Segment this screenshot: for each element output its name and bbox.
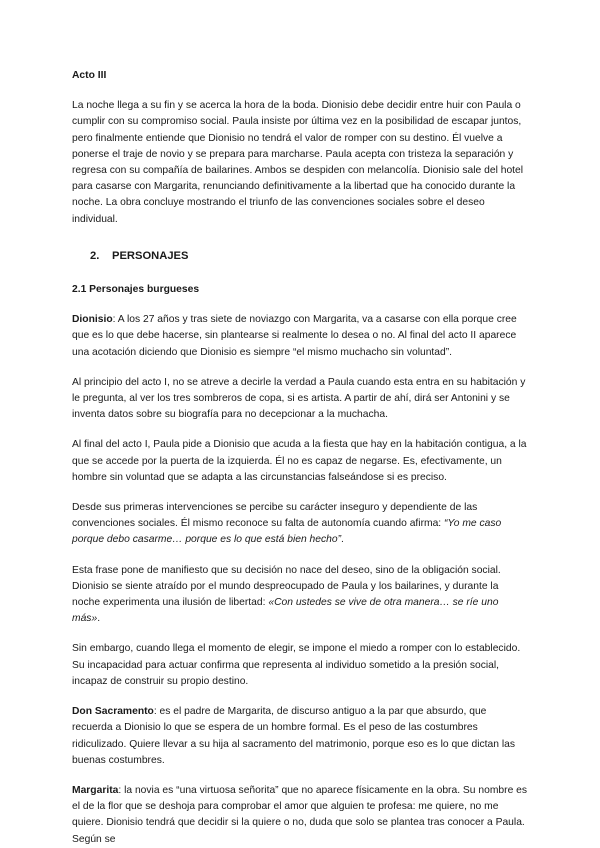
act-heading: Acto III	[72, 70, 107, 81]
paragraph-dionisio-5: Esta frase pone de manifiesto que su decisión no nace del deseo, sino de la obligación social. Dionisio se siente atraído por el mundo despreocupado de Paula y los bailarines, y durante la noche experimenta una ilusión de libertad: «Con ustedes se vive de otra manera… se ríe uno más».	[72, 564, 501, 625]
paragraph-dionisio-2: Al principio del acto I, no se atreve a decirle la verdad a Paula cuando esta entra en su habitación y le pregunta, al ver los tres sombreros de copa, si es artista. A partir de ahí, dirá ser Antonini y se inventa datos sobre su biografía para no decepcionar a la muchacha.	[72, 376, 526, 421]
paragraph-dionisio-1: Dionisio: A los 27 años y tras siete de noviazgo con Margarita, va a casarse con ella porque cree que es lo que debe hacerse, sin plantearse si realmente lo desea o no. Al final del acto II aparece una acotación diciendo que Dionisio es siempre “el mismo muchacho sin voluntad”.	[72, 314, 517, 358]
character-name: Margarita	[72, 784, 119, 796]
paragraph-dionisio-6: Sin embargo, cuando llega el momento de elegir, se impone el miedo a romper con lo establecido. Su incapacidad para actuar confirma que representa al individuo sometido a la presión social, incapaz de construir su propio destino.	[72, 643, 521, 687]
quote: «Con ustedes se vive de otra manera… se ríe uno más»	[72, 597, 499, 625]
section-heading	[72, 248, 528, 264]
character-name: Don Sacramento	[72, 706, 154, 718]
quote: “Yo me caso porque debo casarme… porque es lo que está bien hecho”	[72, 518, 502, 546]
act-paragraph: La noche llega a su fin y se acerca la hora de la boda. Dionisio debe decidir entre huir con Paula o cumplir con su compromiso social. Paula insiste por última vez en la posibilidad de escapar juntos, pero finalmente entiende que Dionisio no tendrá el valor de romper con su destino. Él vuelve a ponerse el traje de novio y se prepara para marcharse. Paula acepta con tristeza la separación y regresa con su compañía de bailarines. Ambos se despiden con melancolía. Dionisio sale del hotel para casarse con Margarita, renunciando definitivamente a la libertad que ha conocido durante la noche. La obra concluye mostrando el triunfo de las convenciones sociales sobre el deseo individual.	[72, 100, 524, 225]
paragraph-margarita: Margarita: la novia es “una virtuosa señorita” que no aparece físicamente en la obra. Su nombre es el de la flor que se deshoja para comprobar el amor que alguien te profesa: me quiere, no me quiere. Dionisio tendrá que decidir si la quiere o no, duda que solo se plantea tras conocer a Paula. Según se	[72, 784, 528, 845]
paragraph-dionisio-4: Desde sus primeras intervenciones se percibe su carácter inseguro y dependiente de las convenciones sociales. Él mismo reconoce su falta de autonomía cuando afirma: “Yo me caso porque debo casarme… porque es lo que está bien hecho”.	[72, 502, 502, 546]
character-name: Dionisio	[72, 314, 113, 326]
section-title: PERSONAJES	[112, 249, 189, 262]
paragraph-dionisio-3: Al final del acto I, Paula pide a Dionisio que acuda a la fiesta que hay en la habitación contigua, a la que se accede por la puerta de la izquierda. Él no es capaz de negarse. Es, efectivamente, un hombre sin voluntad que se adapta a las circunstancias falseándose si es preciso.	[72, 439, 527, 483]
paragraph-don-sacramento: Don Sacramento: es el padre de Margarita, de discurso antiguo a la par que absurdo, que recuerda a Dionisio lo que se espera de un hombre formal. Es el peso de las costumbres ridiculizado. Quiere llevar a su hija al sacramento del matrimonio, porque eso es lo que dictan las buenas costumbres.	[72, 706, 515, 766]
subsection-heading: 2.1 Personajes burgueses	[72, 284, 200, 296]
section-number: 2.	[90, 249, 100, 262]
